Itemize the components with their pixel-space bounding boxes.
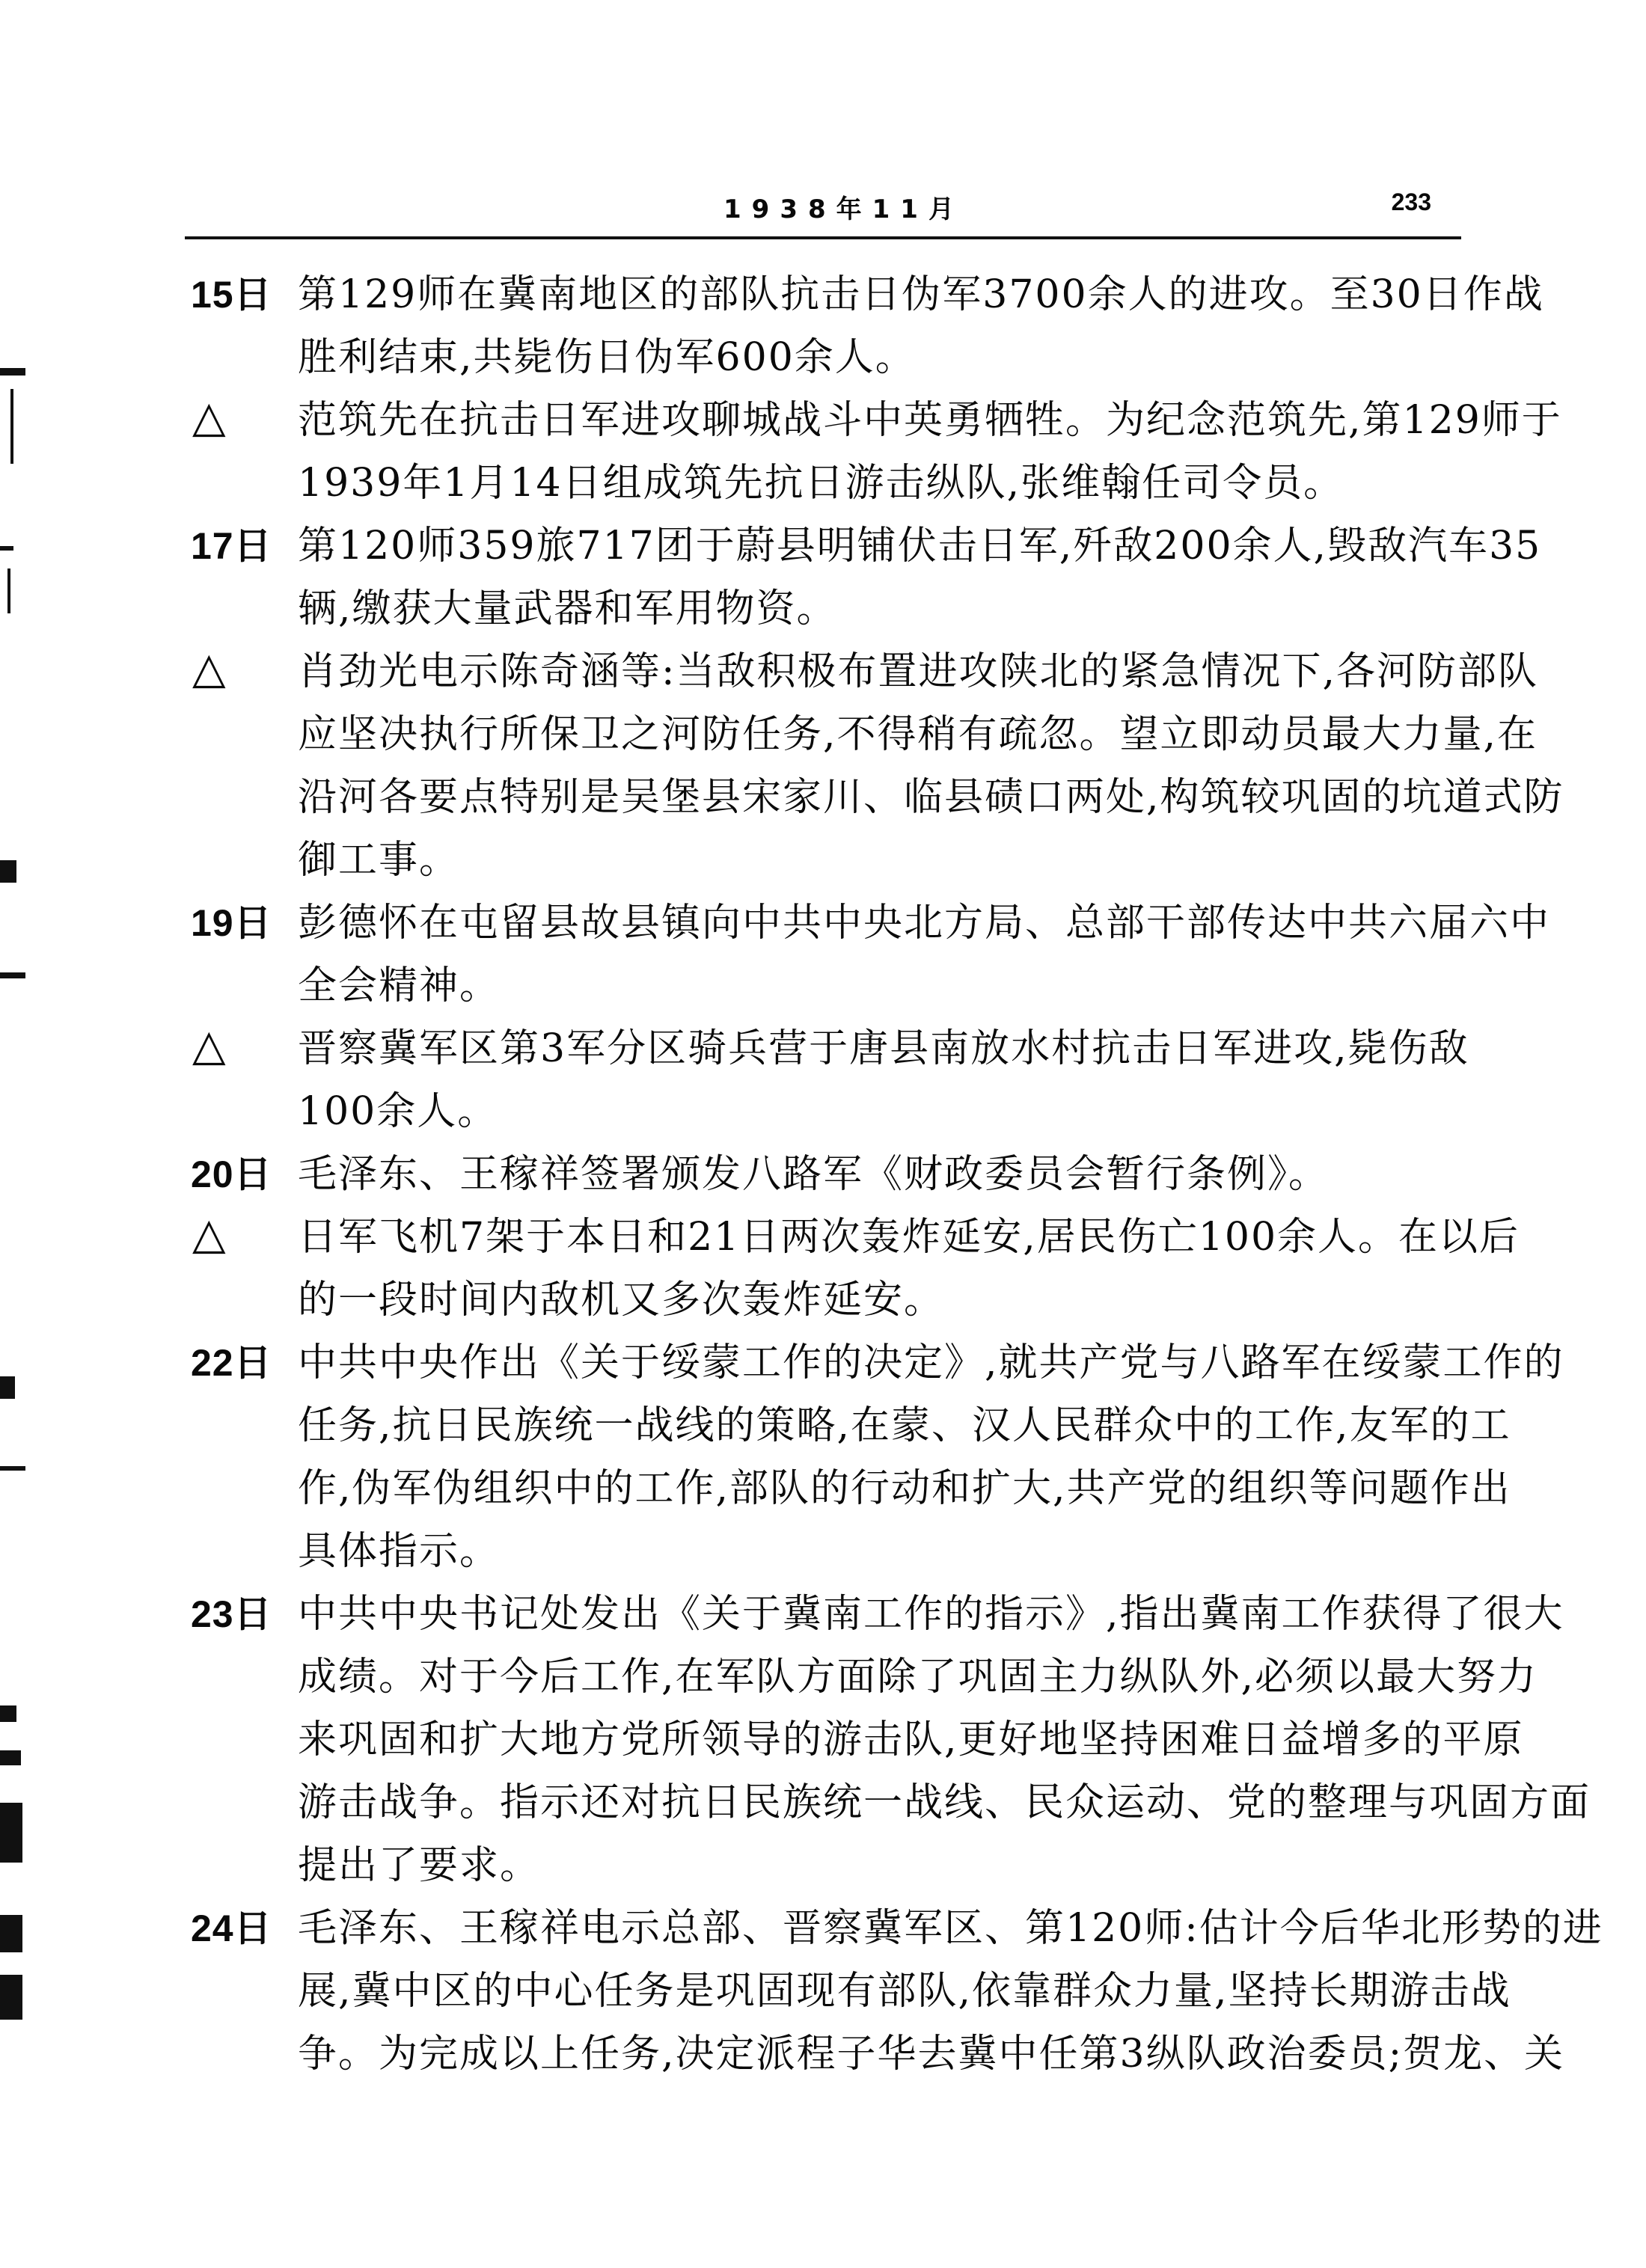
- entry-text-line: 来巩固和扩大地方党所领导的游击队,更好地坚持困难日益增多的平原: [298, 1717, 1524, 1762]
- entry-text-line: 争。为完成以上任务,决定派程子华去冀中任第3纵队政治委员;贺龙、关: [298, 2032, 1565, 2077]
- triangle-marker-icon: △: [192, 393, 227, 441]
- entry-line-row: [0, 1394, 1646, 1457]
- entry-text-line: 全会精神。: [298, 963, 501, 1008]
- date-label: 24日: [191, 1907, 272, 1949]
- entry-line-row: [0, 703, 1646, 766]
- entry-text-line: 中共中央作出《关于绥蒙工作的决定》,就共产党与八路军在绥蒙工作的: [298, 1340, 1564, 1385]
- entry-text-line: 成绩。对于今后工作,在军队方面除了巩固主力纵队外,必须以最大努力: [298, 1655, 1538, 1700]
- date-entry: [0, 263, 1646, 389]
- entry-text-line: 具体指示。: [298, 1529, 501, 1574]
- triangle-marker-icon: △: [192, 644, 227, 693]
- date-entry: [0, 1331, 1646, 1583]
- entry-text-line: 展,冀中区的中心任务是巩固现有部队,依靠群众力量,坚持长期游击战: [298, 1969, 1511, 2014]
- entry-line-row: [0, 766, 1646, 829]
- continuation-entry: [0, 389, 1646, 515]
- entry-line-row: [0, 1520, 1646, 1583]
- entry-line-row: [0, 1143, 1646, 1206]
- page-number: 233: [1391, 189, 1431, 215]
- entry-line-row: [0, 389, 1646, 452]
- date-entry: [0, 892, 1646, 1017]
- entry-text-line: 任务,抗日民族统一战线的策略,在蒙、汉人民群众中的工作,友军的工: [298, 1403, 1511, 1448]
- date-label: 15日: [191, 274, 272, 316]
- entry-text-line: 毛泽东、王稼祥电示总部、晋察冀军区、第120师:估计今后华北形势的进: [298, 1906, 1603, 1951]
- continuation-entry: [0, 1206, 1646, 1331]
- entry-text-line: 第120师359旅717团于蔚县明铺伏击日军,歼敌200余人,毁敌汽车35: [298, 524, 1542, 568]
- entry-text-line: 游击战争。指示还对抗日民族统一战线、民众运动、党的整理与巩固方面: [298, 1780, 1591, 1825]
- running-head: [185, 189, 1461, 233]
- entry-text-line: 应坚决执行所保卫之河防任务,不得稍有疏忽。望立即动员最大力量,在: [298, 712, 1538, 757]
- date-label: 19日: [191, 902, 272, 944]
- date-entry: [0, 1143, 1646, 1206]
- header-rule: [185, 236, 1461, 239]
- entry-text-line: 日军飞机7架于本日和21日两次轰炸延安,居民伤亡100余人。在以后: [298, 1215, 1520, 1260]
- triangle-marker-icon: △: [192, 1210, 227, 1258]
- entry-text-line: 沿河各要点特别是吴堡县宋家川、临县碛口两处,构筑较巩固的坑道式防: [298, 775, 1564, 820]
- continuation-entry: [0, 640, 1646, 892]
- date-entry: [0, 1897, 1646, 2085]
- entry-line-row: [0, 577, 1646, 640]
- entry-text-line: 御工事。: [298, 838, 460, 883]
- chronology-entries: [0, 263, 1646, 2085]
- date-entry: [0, 1583, 1646, 1897]
- entry-text-line: 毛泽东、王稼祥签署颁发八路军《财政委员会暂行条例》。: [298, 1152, 1330, 1197]
- entry-text-line: 提出了要求。: [298, 1843, 541, 1888]
- entry-line-row: [0, 1897, 1646, 1960]
- entry-text-line: 晋察冀军区第3军分区骑兵营于唐县南放水村抗击日军进攻,毙伤敌: [298, 1026, 1469, 1071]
- entry-text-line: 第129师在冀南地区的部队抗击日伪军3700余人的进攻。至30日作战: [298, 272, 1544, 317]
- entry-line-row: [0, 263, 1646, 326]
- entry-line-row: [0, 1017, 1646, 1080]
- entry-text-line: 肖劲光电示陈奇涵等:当敌积极布置进攻陕北的紧急情况下,各河防部队: [298, 649, 1539, 694]
- continuation-entry: [0, 1017, 1646, 1143]
- entry-text-line: 辆,缴获大量武器和军用物资。: [298, 586, 837, 631]
- date-label: 22日: [191, 1342, 272, 1384]
- entry-text-line: 范筑先在抗击日军进攻聊城战斗中英勇牺牲。为纪念范筑先,第129师于: [298, 398, 1562, 443]
- entry-line-row: [0, 515, 1646, 577]
- date-label: 17日: [191, 525, 272, 567]
- triangle-marker-icon: △: [192, 1021, 227, 1070]
- entry-line-row: [0, 829, 1646, 892]
- entry-line-row: [0, 452, 1646, 515]
- entry-text-line: 100余人。: [298, 1089, 498, 1134]
- entry-line-row: [0, 1834, 1646, 1897]
- entry-line-row: [0, 326, 1646, 389]
- entry-line-row: [0, 1960, 1646, 2023]
- entry-text-line: 胜利结束,共毙伤日伪军600余人。: [298, 335, 916, 380]
- entry-line-row: [0, 1583, 1646, 1646]
- entry-line-row: [0, 1708, 1646, 1771]
- entry-text-line: 作,伪军伪组织中的工作,部队的行动和扩大,共产党的组织等问题作出: [298, 1466, 1511, 1511]
- entry-line-row: [0, 2023, 1646, 2085]
- entry-line-row: [0, 892, 1646, 954]
- entry-line-row: [0, 1206, 1646, 1269]
- date-label: 23日: [191, 1593, 272, 1635]
- entry-line-row: [0, 1771, 1646, 1834]
- date-label: 20日: [191, 1153, 272, 1195]
- entry-text-line: 中共中央书记处发出《关于冀南工作的指示》,指出冀南工作获得了很大: [298, 1592, 1564, 1637]
- entry-line-row: [0, 1646, 1646, 1708]
- entry-line-row: [0, 1269, 1646, 1331]
- entry-line-row: [0, 640, 1646, 703]
- entry-text-line: 彭德怀在屯留县故县镇向中共中央北方局、总部干部传达中共六届六中: [298, 901, 1551, 945]
- entry-line-row: [0, 1080, 1646, 1143]
- date-entry: [0, 515, 1646, 640]
- entry-line-row: [0, 954, 1646, 1017]
- entry-line-row: [0, 1331, 1646, 1394]
- entry-text-line: 的一段时间内敌机又多次轰炸延安。: [298, 1278, 945, 1323]
- entry-line-row: [0, 1457, 1646, 1520]
- running-title: 1938年11月: [723, 194, 964, 224]
- entry-text-line: 1939年1月14日组成筑先抗日游击纵队,张维翰任司令员。: [298, 461, 1344, 506]
